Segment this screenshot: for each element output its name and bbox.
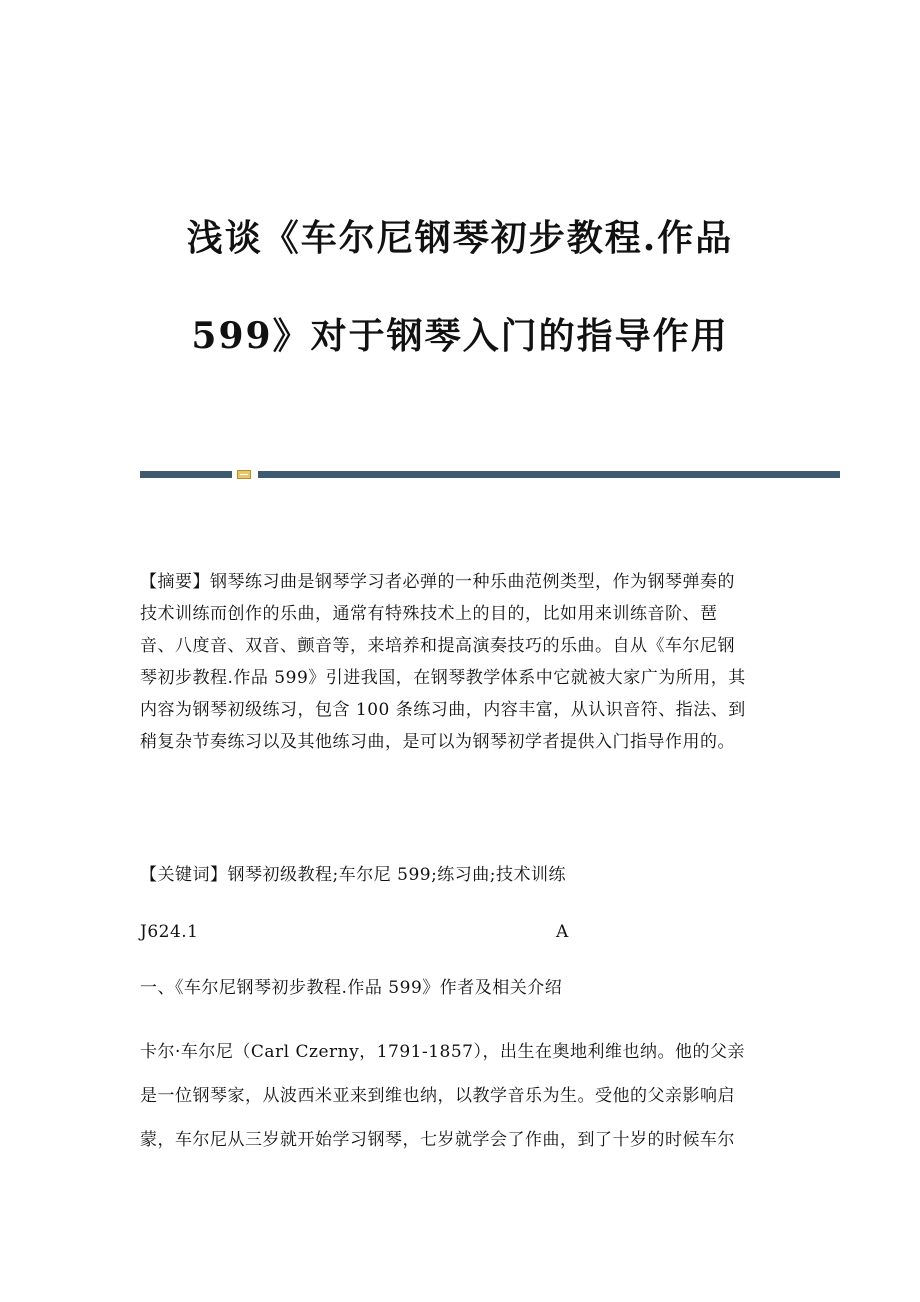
abstract-line: 琴初步教程.作品 599》引进我国，在钢琴教学体系中它就被大家广为所用，其 (140, 668, 746, 688)
title-divider (140, 470, 840, 480)
document-title-line-2: 599》对于钢琴入门的指导作用 (191, 315, 729, 357)
abstract-line: 【摘要】钢琴练习曲是钢琴学习者必弹的一种乐曲范例类型，作为钢琴弹奏的 (140, 572, 735, 592)
abstract-line: 内容为钢琴初级练习，包含 100 条练习曲，内容丰富，从认识音符、指法、到 (140, 700, 746, 720)
divider-emblem-icon (237, 470, 251, 479)
keywords-line: 【关键词】钢琴初级教程;车尔尼 599;练习曲;技术训练 (140, 865, 567, 885)
divider-bar-left (140, 471, 232, 478)
abstract-line: 稍复杂节奏练习以及其他练习曲，是可以为钢琴初学者提供入门指导作用的。 (140, 732, 735, 752)
divider-bar-right (258, 471, 840, 478)
section-heading: 一、《车尔尼钢琴初步教程.作品 599》作者及相关介绍 (140, 978, 563, 998)
document-title-line-1: 浅谈《车尔尼钢琴初步教程.作品 (186, 217, 734, 259)
classification-line (140, 920, 780, 944)
body-line: 卡尔·车尔尼（Carl Czerny，1791-1857），出生在奥地利维也纳。他的父亲 (140, 1042, 745, 1062)
document-type-code: A (556, 922, 569, 942)
section-body (140, 1030, 780, 1162)
classification-code: J624.1 (140, 922, 199, 942)
abstract-line: 技术训练而创作的乐曲，通常有特殊技术上的目的，比如用来训练音阶、琶 (140, 604, 718, 624)
body-line: 是一位钢琴家，从波西米亚来到维也纳，以教学音乐为生。受他的父亲影响启 (140, 1086, 735, 1106)
body-line: 蒙，车尔尼从三岁就开始学习钢琴，七岁就学会了作曲，到了十岁的时候车尔 (140, 1130, 735, 1150)
abstract-line: 音、八度音、双音、颤音等，来培养和提高演奏技巧的乐曲。自从《车尔尼钢 (140, 636, 735, 656)
abstract-paragraph (140, 566, 780, 758)
